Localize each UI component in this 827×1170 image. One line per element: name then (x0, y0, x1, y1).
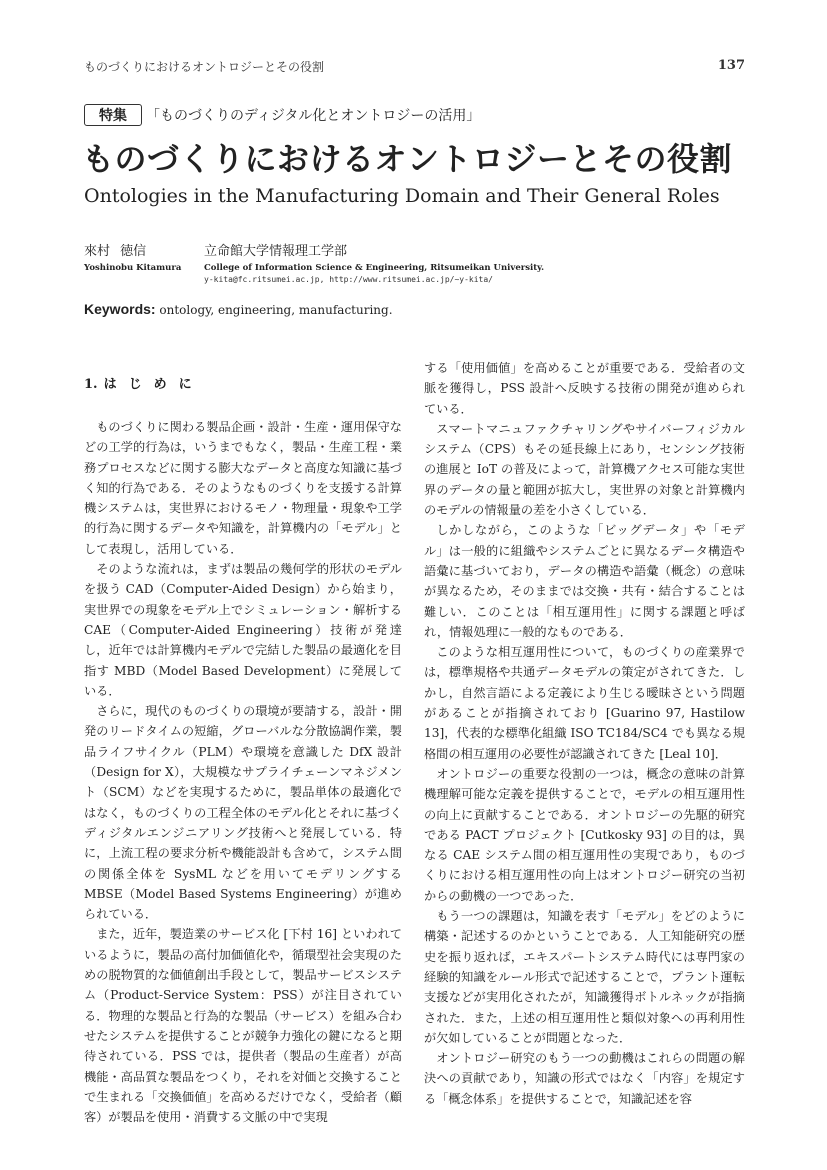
special-feature-line (84, 104, 480, 126)
author-name-ja: 來村 徳信 (84, 244, 147, 259)
keywords-label: Keywords: (84, 301, 156, 317)
paragraph: そのような流れは，まずは製品の幾何学的形状のモデルを扱う CAD（Computer-Aided Design）から始まり，実世界での現象をモデル上でシミュレーション・解析する CAE（Computer-Aided Engineering）技術が発達し，近年では計算機内モデルで完結した製品の最適化を目指す MBD（Model Based Development）に発展している． (84, 562, 402, 698)
article-title-en: Ontologies in the Manufacturing Domain and Their General Roles (84, 185, 720, 207)
paragraph: する「使用価値」を高めることが重要である．受給者の文脈を獲得し，PSS 設計へ反映する技術の開発が進められている． (424, 361, 745, 416)
paragraph: このような相互運用性について，ものづくりの産業界では，標準規格や共通データモデルの策定がされてきた．しかし，自然言語による定義により生じる曖昧さという問題があることが指摘されており [Guarino 97, Hastilow 13]，代表的な標準化組織 ISO TC184/SC4 でも異なる規格間の相互運用の必要性が認識されてきた [Leal 10]． (424, 645, 745, 761)
body-column-right (424, 358, 745, 1109)
paragraph: また，近年，製造業のサービス化 [下村 16] といわれているように，製品の高付加価値化や，循環型社会実現のための脱物質的な価値創出手段として，製品サービスシステム（Product-Service System：PSS）が注目されている．物理的な製品と行為的な製品（サービス）を組み合わせたシステムを提供することが競争力強化の鍵になると期待されている．PSS では，提供者（製品の生産者）が高機能・高品質な製品をつくり，それを対価と交換することで生まれる「交換価値」を高めるだけでなく，受給者（顧客）が製品を使用・消費する文脈の中で実現 (84, 927, 402, 1125)
paragraph: オントロジー研究のもう一つの動機はこれらの問題の解決への貢献であり，知識の形式ではなく「内容」を規定する「概念体系」を提供することで，知識記述を容 (424, 1051, 745, 1106)
section-heading (84, 375, 402, 395)
body-column-left (84, 375, 402, 1127)
keywords (84, 301, 393, 317)
running-head-title: ものづくりにおけるオントロジーとその役割 (84, 60, 325, 74)
affiliation-ja: 立命館大学情報理工学部 (204, 244, 348, 259)
running-head (84, 58, 745, 76)
article-title-ja: ものづくりにおけるオントロジーとその役割 (82, 140, 733, 178)
keywords-text: ontology, engineering, manufacturing. (159, 303, 393, 317)
paragraph: もう一つの課題は，知識を表す「モデル」をどのように構築・記述するのかということである．人工知能研究の歴史を振り返れば，エキスパートシステム時代には専門家の経験的知識をルール形式で記述することで，プラント運転支援などが実用化されたが，知識獲得ボトルネックが指摘された．また，上述の相互運用性と類似対象への再利用性が欠如していることが問題となった． (424, 909, 745, 1045)
paragraph: オントロジーの重要な役割の一つは，概念の意味の計算機理解可能な定義を提供することで，モデルの相互運用性の向上に貢献することである．オントロジーの先駆的研究である PACT プロジェクト [Cutkosky 93] の目的は，異なる CAE システム間の相互運用性の実現であり，ものづくりにおける相互運用性の向上はオントロジー研究の当初からの動機の一つであった． (424, 766, 745, 903)
special-feature-topic: 「ものづくりのディジタル化とオントロジーの活用」 (146, 108, 481, 124)
section-title: はじめに (103, 377, 204, 392)
author-name-en: Yoshinobu Kitamura (84, 263, 182, 273)
paragraph: しかしながら，このような「ビッグデータ」や「モデル」は一般的に組織やシステムごとに異なるデータ構造や語彙に基づいており，データの構造や語彙（概念）の意味が異なるため，そのままでは交換・共有・結合することは難しい．このことは「相互運用性」に関する課題と呼ばれ，情報処理に一般的なものである． (424, 523, 745, 639)
section-number: 1. (84, 377, 98, 392)
paragraph: さらに，現代のものづくりの環境が要請する，設計・開発のリードタイムの短縮，グローバルな分散協調作業，製品ライフサイクル（PLM）や環境を意識した DfX 設計（Design for X），大規模なサプライチェーンマネジメント（SCM）などを実現するために，製品単体の最適化ではなく，ものづくりの工程全体のモデル化とそれに基づくディジタルエンジニアリング技術へと発展している．特に，上流工程の要求分析や機能設計も含めて，システム間の関係全体を SysML などを用いてモデリングする MBSE（Model Based Systems Engineering）が進められている． (84, 704, 402, 922)
affiliation-en: College of Information Science & Engineering, Ritsumeikan University. (204, 263, 545, 273)
page-number: 137 (717, 58, 745, 73)
paragraph: スマートマニュファクチャリングやサイバーフィジカルシステム（CPS）もその延長線上にあり，センシング技術の進展と IoT の普及によって，計算機アクセス可能な実世界のデータの量と範囲が拡大し，実世界の対象と計算機内のモデルの情報量の差を小さくしている． (424, 421, 745, 518)
special-feature-tag: 特集 (84, 104, 142, 126)
author-contact: y-kita@fc.ritsumei.ac.jp, http://www.ritsumei.ac.jp/~y-kita/ (204, 275, 493, 284)
paragraph: ものづくりに関わる製品企画・設計・生産・運用保守などの工学的行為は，いうまでもなく，製品・生産工程・業務プロセスなどに関する膨大なデータと高度な知識に基づく知的行為である．そのようなものづくりを支援する計算機システムは，実世界におけるモノ・物理量・現象や工学的行為に関するデータや知識を，計算機内の「モデル」として表現し，活用している． (84, 420, 402, 556)
